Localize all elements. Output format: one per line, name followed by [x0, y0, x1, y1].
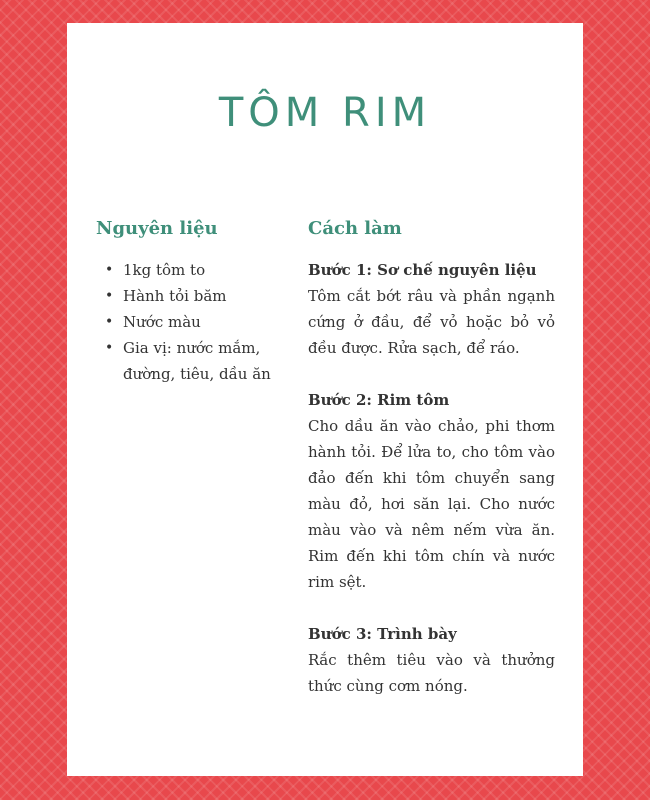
step-body: Cho dầu ăn vào chảo, phi thơm hành tỏi. Để lửa to, cho tôm vào đảo đến khi tôm chuyển sang màu đỏ, hơi săn lại. Cho nước màu vào và nêm nếm vừa ăn. Rim đến khi tôm chín và nước rim sệt.	[308, 417, 555, 591]
bullet-icon: •	[105, 288, 114, 304]
step-title: Bước 1: Sơ chế nguyên liệu	[308, 261, 537, 279]
step-body: Rắc thêm tiêu vào và thưởng thức cùng cơm nóng.	[308, 651, 555, 695]
ingredients-heading: Nguyên liệu	[96, 218, 218, 239]
ingredient-text: 1kg tôm to	[123, 261, 206, 279]
recipe-title: TÔM RIM	[218, 90, 432, 136]
ingredients-list	[96, 257, 296, 387]
step-body: Tôm cắt bớt râu và phần ngạnh cứng ở đầu, để vỏ hoặc bỏ vỏ đều được. Rửa sạch, để ráo.	[308, 287, 555, 357]
step-title: Bước 2: Rim tôm	[308, 391, 450, 409]
list-item	[105, 257, 296, 283]
step-3	[308, 621, 555, 699]
step-2	[308, 387, 555, 595]
bullet-icon: •	[105, 340, 114, 356]
ingredient-text: Gia vị: nước mắm, đường, tiêu, dầu ăn	[123, 339, 271, 383]
bullet-icon: •	[105, 314, 114, 330]
list-item	[105, 309, 296, 335]
method-section	[308, 215, 555, 725]
ingredients-section	[96, 215, 296, 387]
ingredient-text: Hành tỏi băm	[123, 287, 227, 305]
ingredient-text: Nước màu	[123, 313, 201, 331]
list-item	[105, 283, 296, 309]
step-1	[308, 257, 555, 361]
list-item	[105, 335, 296, 387]
step-title: Bước 3: Trình bày	[308, 625, 457, 643]
method-heading: Cách làm	[308, 218, 402, 239]
bullet-icon: •	[105, 262, 114, 278]
recipe-card	[67, 23, 583, 776]
